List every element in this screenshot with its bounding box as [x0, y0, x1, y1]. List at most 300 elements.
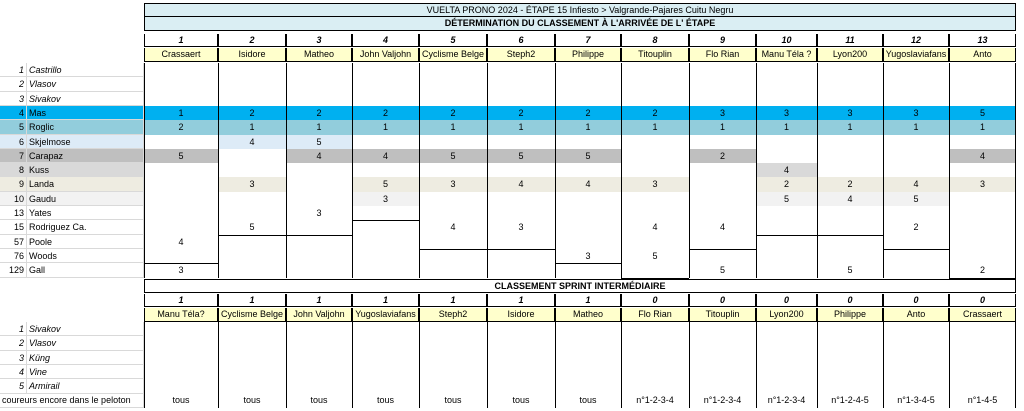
prediction-cell [621, 206, 689, 220]
column-border [487, 63, 488, 278]
rider-name: Gall [27, 263, 144, 278]
s1-player-name: Yugoslaviafans [883, 48, 949, 62]
column-border [352, 63, 353, 278]
rider-name: Küng [27, 351, 144, 365]
s2-rank: 0 [817, 294, 883, 307]
column-border [883, 63, 884, 278]
prediction-cell [419, 249, 487, 263]
peloton-value: tous [579, 395, 597, 405]
s1-rank: 3 [286, 34, 352, 47]
peloton-value: tous [444, 395, 462, 405]
prediction-cell [756, 149, 817, 163]
s1-rank: 7 [555, 34, 621, 47]
peloton-label: coureurs encore dans le peloton [0, 394, 144, 408]
s2-player-name: Yugoslaviafans [352, 308, 419, 322]
prediction-cell [756, 235, 817, 249]
prediction-cell [949, 77, 1016, 92]
prediction-cell [144, 177, 218, 192]
s1-rank: 2 [218, 34, 286, 47]
rider-number: 5 [0, 120, 27, 135]
s1-player-name: Steph2 [487, 48, 555, 62]
rider-name: Vlasov [27, 77, 144, 92]
s1-rank: 4 [352, 34, 419, 47]
rider-number: 9 [0, 177, 27, 192]
prediction-cell [756, 92, 817, 106]
column-border [419, 63, 420, 278]
rider-name: Roglic [27, 120, 144, 135]
rider-name: Sivakov [27, 92, 144, 106]
prediction-cell [949, 235, 1016, 249]
prediction-cell [218, 77, 286, 92]
prediction-cell: 2 [555, 106, 621, 120]
prediction-cell: 4 [487, 177, 555, 192]
rider-number: 2 [0, 77, 27, 92]
prediction-cell [144, 163, 218, 177]
prediction-cell [817, 92, 883, 106]
rider-number: 3 [0, 92, 27, 106]
prediction-cell [419, 206, 487, 220]
prediction-cell [487, 206, 555, 220]
prediction-cell [352, 235, 419, 249]
prediction-cell: 2 [487, 106, 555, 120]
prediction-cell [352, 77, 419, 92]
column-border [621, 322, 622, 408]
entry-end-marker [218, 235, 286, 236]
rider-number: 4 [0, 106, 27, 120]
prediction-cell: 3 [316, 208, 322, 218]
rider-number: 15 [0, 220, 27, 235]
rider-number: 8 [0, 163, 27, 177]
s2-rank: 1 [419, 294, 487, 307]
rider-name: Mas [27, 106, 144, 120]
peloton-value: tous [376, 395, 394, 405]
prediction-cell [218, 192, 286, 206]
prediction-cell [419, 135, 487, 149]
prediction-cell [689, 192, 756, 206]
prediction-cell: 3 [949, 177, 1016, 192]
prediction-cell [352, 249, 419, 263]
entry-end-marker [144, 263, 218, 264]
prediction-cell [144, 135, 218, 149]
prediction-cell [218, 63, 286, 77]
prediction-cell: 4 [286, 149, 352, 163]
prediction-cell [689, 206, 756, 220]
s2-rank: 1 [487, 294, 555, 307]
column-border [621, 63, 622, 278]
column-border [689, 322, 690, 408]
prediction-cell: 3 [218, 177, 286, 192]
s2-rank: 1 [144, 294, 218, 307]
rider-name: Yates [27, 206, 144, 220]
prediction-cell: 1 [883, 120, 949, 135]
peloton-value: n°1-2-3-4 [636, 395, 674, 405]
prediction-cell: 1 [621, 120, 689, 135]
rider-number: 129 [0, 263, 27, 278]
prediction-cell: 4 [450, 222, 456, 232]
s1-rank: 9 [689, 34, 756, 47]
rider-number: 1 [0, 63, 27, 77]
prediction-cell [949, 135, 1016, 149]
prediction-cell: 2 [689, 149, 756, 163]
prediction-cell [144, 249, 218, 263]
s1-player-name: John Valjohn [352, 48, 419, 62]
column-border [1015, 63, 1016, 278]
entry-end-marker [689, 249, 756, 250]
peloton-value: n°1-2-3-4 [767, 395, 806, 405]
s2-rank: 0 [883, 294, 949, 307]
rider-number: 4 [0, 365, 27, 379]
prediction-cell: 1 [286, 120, 352, 135]
column-border [352, 322, 353, 408]
prediction-cell: 3 [621, 177, 689, 192]
entry-end-marker [555, 263, 621, 264]
rider-name: Castrillo [27, 63, 144, 77]
prediction-cell: 2 [419, 106, 487, 120]
prediction-cell: 4 [652, 222, 658, 232]
s2-rank: 1 [352, 294, 419, 307]
rider-name: Skjelmose [27, 135, 144, 149]
s1-player-name: Isidore [218, 48, 286, 62]
prediction-cell [419, 92, 487, 106]
s2-player-name: Crassaert [949, 308, 1016, 322]
rider-number: 76 [0, 249, 27, 263]
prediction-cell [555, 92, 621, 106]
prediction-cell [555, 206, 621, 220]
prediction-cell [487, 77, 555, 92]
column-border [555, 322, 556, 408]
prediction-cell [756, 63, 817, 77]
prediction-cell: 4 [719, 222, 725, 232]
prediction-cell: 5 [249, 222, 255, 232]
prediction-cell: 2 [218, 106, 286, 120]
prediction-cell [883, 263, 949, 278]
column-border [949, 322, 950, 408]
entry-end-marker [286, 235, 352, 236]
column-border [419, 322, 420, 408]
prediction-cell [555, 220, 621, 235]
s1-rank: 11 [817, 34, 883, 47]
prediction-cell [218, 263, 286, 278]
prediction-cell: 2 [817, 177, 883, 192]
prediction-cell [144, 220, 218, 235]
entry-end-marker [419, 249, 487, 250]
prediction-cell: 5 [719, 265, 725, 275]
prediction-cell [286, 235, 352, 249]
s2-rank: 1 [218, 294, 286, 307]
prediction-cell: 2 [756, 177, 817, 192]
prediction-cell [144, 192, 218, 206]
prediction-cell: 4 [555, 177, 621, 192]
prediction-cell [487, 135, 555, 149]
prediction-cell [352, 206, 419, 220]
s2-player-name: Matheo [555, 308, 621, 322]
rider-name: Carapaz [27, 149, 144, 163]
prediction-cell: 4 [756, 163, 817, 177]
prediction-cell: 1 [487, 120, 555, 135]
s1-player-name: Lyon200 [817, 48, 883, 62]
column-border [218, 63, 219, 278]
prediction-cell [621, 63, 689, 77]
prediction-cell [621, 149, 689, 163]
s1-player-name: Cyclisme Belge [419, 48, 487, 62]
prediction-cell [286, 263, 352, 278]
prediction-cell [555, 192, 621, 206]
s2-rank: 0 [621, 294, 689, 307]
prediction-cell: 2 [144, 120, 218, 135]
prediction-cell [621, 135, 689, 149]
prediction-cell: 3 [689, 106, 756, 120]
prediction-cell [218, 92, 286, 106]
prediction-cell [689, 63, 756, 77]
column-border [286, 322, 287, 408]
prediction-cell: 3 [883, 106, 949, 120]
prediction-cell: 5 [352, 177, 419, 192]
prediction-cell [949, 92, 1016, 106]
prediction-cell [756, 206, 817, 220]
prediction-cell: 4 [817, 192, 883, 206]
s1-player-name: Crassaert [144, 48, 218, 62]
prediction-cell [218, 206, 286, 220]
prediction-cell [352, 92, 419, 106]
s1-rank: 13 [949, 34, 1016, 47]
s1-rank: 6 [487, 34, 555, 47]
prediction-cell [419, 235, 487, 249]
prediction-cell [949, 63, 1016, 77]
prediction-cell: 3 [352, 192, 419, 206]
prediction-cell [817, 149, 883, 163]
prediction-cell [756, 77, 817, 92]
prediction-cell: 1 [352, 120, 419, 135]
s2-player-name: Philippe [817, 308, 883, 322]
rider-number: 57 [0, 235, 27, 249]
column-border [144, 63, 145, 278]
prediction-cell [218, 163, 286, 177]
s1-player-name: Philippe [555, 48, 621, 62]
s2-player-name: Flo Rian [621, 308, 689, 322]
prediction-cell: 2 [352, 106, 419, 120]
peloton-value: tous [243, 395, 261, 405]
s1-rank: 8 [621, 34, 689, 47]
prediction-cell: 1 [555, 120, 621, 135]
prediction-cell [286, 220, 352, 235]
prediction-cell [689, 92, 756, 106]
entry-end-marker [352, 220, 419, 221]
prediction-cell: 1 [756, 120, 817, 135]
prediction-cell: 3 [756, 106, 817, 120]
prediction-cell: 5 [847, 265, 853, 275]
prediction-cell [689, 177, 756, 192]
prediction-cell [817, 63, 883, 77]
s2-player-name: John Valjohn [286, 308, 352, 322]
prediction-cell [621, 192, 689, 206]
rider-number: 13 [0, 206, 27, 220]
entry-end-marker [487, 249, 555, 250]
prediction-cell [883, 163, 949, 177]
prediction-cell [352, 220, 419, 235]
prediction-cell: 1 [689, 120, 756, 135]
prediction-cell [419, 77, 487, 92]
prediction-cell [555, 135, 621, 149]
prediction-cell [621, 77, 689, 92]
prediction-cell [218, 249, 286, 263]
peloton-value: n°1-3-4-5 [897, 395, 935, 405]
prediction-cell [817, 220, 883, 235]
prediction-cell: 3 [585, 251, 591, 261]
prediction-cell [817, 163, 883, 177]
column-border [756, 322, 757, 408]
prediction-cell [419, 63, 487, 77]
prediction-cell [286, 249, 352, 263]
s2-rank: 1 [286, 294, 352, 307]
s1-rank: 1 [144, 34, 218, 47]
prediction-cell: 2 [286, 106, 352, 120]
rider-name: Kuss [27, 163, 144, 177]
prediction-cell: 3 [419, 177, 487, 192]
rider-name: Rodriguez Ca. [27, 220, 144, 235]
column-border [949, 63, 950, 278]
prediction-cell [949, 249, 1016, 263]
s2-rank: 1 [555, 294, 621, 307]
prediction-cell: 4 [949, 149, 1016, 163]
rider-name: Armirail [27, 379, 144, 394]
prediction-cell [555, 263, 621, 278]
s2-player-name: Titouplin [689, 308, 756, 322]
prediction-cell [756, 249, 817, 263]
prediction-cell: 5 [949, 106, 1016, 120]
prediction-cell: 2 [979, 265, 985, 275]
peloton-value: n°1-2-4-5 [831, 395, 869, 405]
prediction-cell [949, 206, 1016, 220]
column-border [144, 322, 145, 408]
prediction-cell [218, 149, 286, 163]
prediction-cell [883, 63, 949, 77]
entry-end-marker [817, 235, 883, 236]
column-border [555, 63, 556, 278]
s2-player-name: Cyclisme Belge [218, 308, 286, 322]
prediction-cell [286, 63, 352, 77]
entry-end-marker [883, 249, 949, 250]
prediction-cell [144, 63, 218, 77]
prediction-cell [883, 149, 949, 163]
prediction-cell [487, 192, 555, 206]
s1-player-name: Titouplin [621, 48, 689, 62]
prediction-cell [352, 263, 419, 278]
column-border [817, 322, 818, 408]
column-border [689, 63, 690, 278]
prediction-cell [883, 77, 949, 92]
prediction-cell: 1 [949, 120, 1016, 135]
prediction-cell: 1 [218, 120, 286, 135]
prediction-cell [144, 206, 218, 220]
prediction-cell [817, 135, 883, 149]
s1-rank: 12 [883, 34, 949, 47]
prediction-cell [487, 163, 555, 177]
s1-player-name: Manu Téla ? [756, 48, 817, 62]
prediction-cell: 5 [883, 192, 949, 206]
prediction-cell: 3 [518, 222, 524, 232]
section1-title: DÉTERMINATION DU CLASSEMENT À L'ARRIVÉE DE L' ÉTAPE [144, 17, 1016, 31]
rider-name: Gaudu [27, 192, 144, 206]
prediction-cell [286, 77, 352, 92]
rider-number: 3 [0, 351, 27, 365]
rider-name: Landa [27, 177, 144, 192]
s2-player-name: Isidore [487, 308, 555, 322]
prediction-cell: 5 [487, 149, 555, 163]
prediction-cell: 4 [883, 177, 949, 192]
prediction-cell [817, 249, 883, 263]
prediction-cell [555, 163, 621, 177]
prediction-cell [689, 249, 756, 263]
prediction-cell [487, 63, 555, 77]
prediction-cell [352, 63, 419, 77]
rider-name: Vlasov [27, 336, 144, 351]
prediction-cell [949, 163, 1016, 177]
prediction-cell [621, 235, 689, 249]
prediction-cell [621, 163, 689, 177]
prediction-cell [949, 220, 1016, 235]
rider-number: 5 [0, 379, 27, 394]
prediction-cell [883, 249, 949, 263]
rider-name: Sivakov [27, 322, 144, 336]
prediction-cell: 4 [352, 149, 419, 163]
prediction-cell [352, 163, 419, 177]
prediction-cell [817, 206, 883, 220]
peloton-value: tous [172, 395, 190, 405]
prediction-cell: 1 [419, 120, 487, 135]
prediction-cell [883, 206, 949, 220]
prediction-cell [487, 249, 555, 263]
prediction-cell: 5 [555, 149, 621, 163]
prediction-cell [218, 235, 286, 249]
s2-rank: 0 [689, 294, 756, 307]
prediction-cell: 5 [652, 251, 658, 261]
rider-number: 10 [0, 192, 27, 206]
prediction-cell [949, 192, 1016, 206]
prediction-cell [487, 263, 555, 278]
prediction-cell [286, 163, 352, 177]
prediction-cell [621, 92, 689, 106]
column-border [756, 63, 757, 278]
prediction-cell: 3 [178, 265, 184, 275]
prediction-cell [756, 220, 817, 235]
s2-rank: 0 [949, 294, 1016, 307]
prediction-cell [689, 235, 756, 249]
prediction-cell [352, 135, 419, 149]
prediction-cell [487, 235, 555, 249]
prediction-cell [883, 235, 949, 249]
peloton-value: n°1-4-5 [967, 395, 998, 405]
peloton-value: n°1-2-3-4 [703, 395, 742, 405]
column-border [286, 63, 287, 278]
prediction-cell [817, 77, 883, 92]
prediction-cell [689, 163, 756, 177]
rider-name: Vine [27, 365, 144, 379]
column-border [883, 322, 884, 408]
prediction-cell: 5 [756, 192, 817, 206]
prediction-cell: 3 [817, 106, 883, 120]
prediction-cell [419, 192, 487, 206]
prediction-cell [883, 92, 949, 106]
s1-player-name: Anto [949, 48, 1016, 62]
prediction-cell [487, 92, 555, 106]
prediction-cell: 4 [178, 237, 184, 247]
prediction-cell [689, 77, 756, 92]
prediction-cell [883, 135, 949, 149]
prediction-cell [756, 135, 817, 149]
rider-name: Poole [27, 235, 144, 249]
column-border [817, 63, 818, 278]
prediction-cell [621, 263, 689, 278]
